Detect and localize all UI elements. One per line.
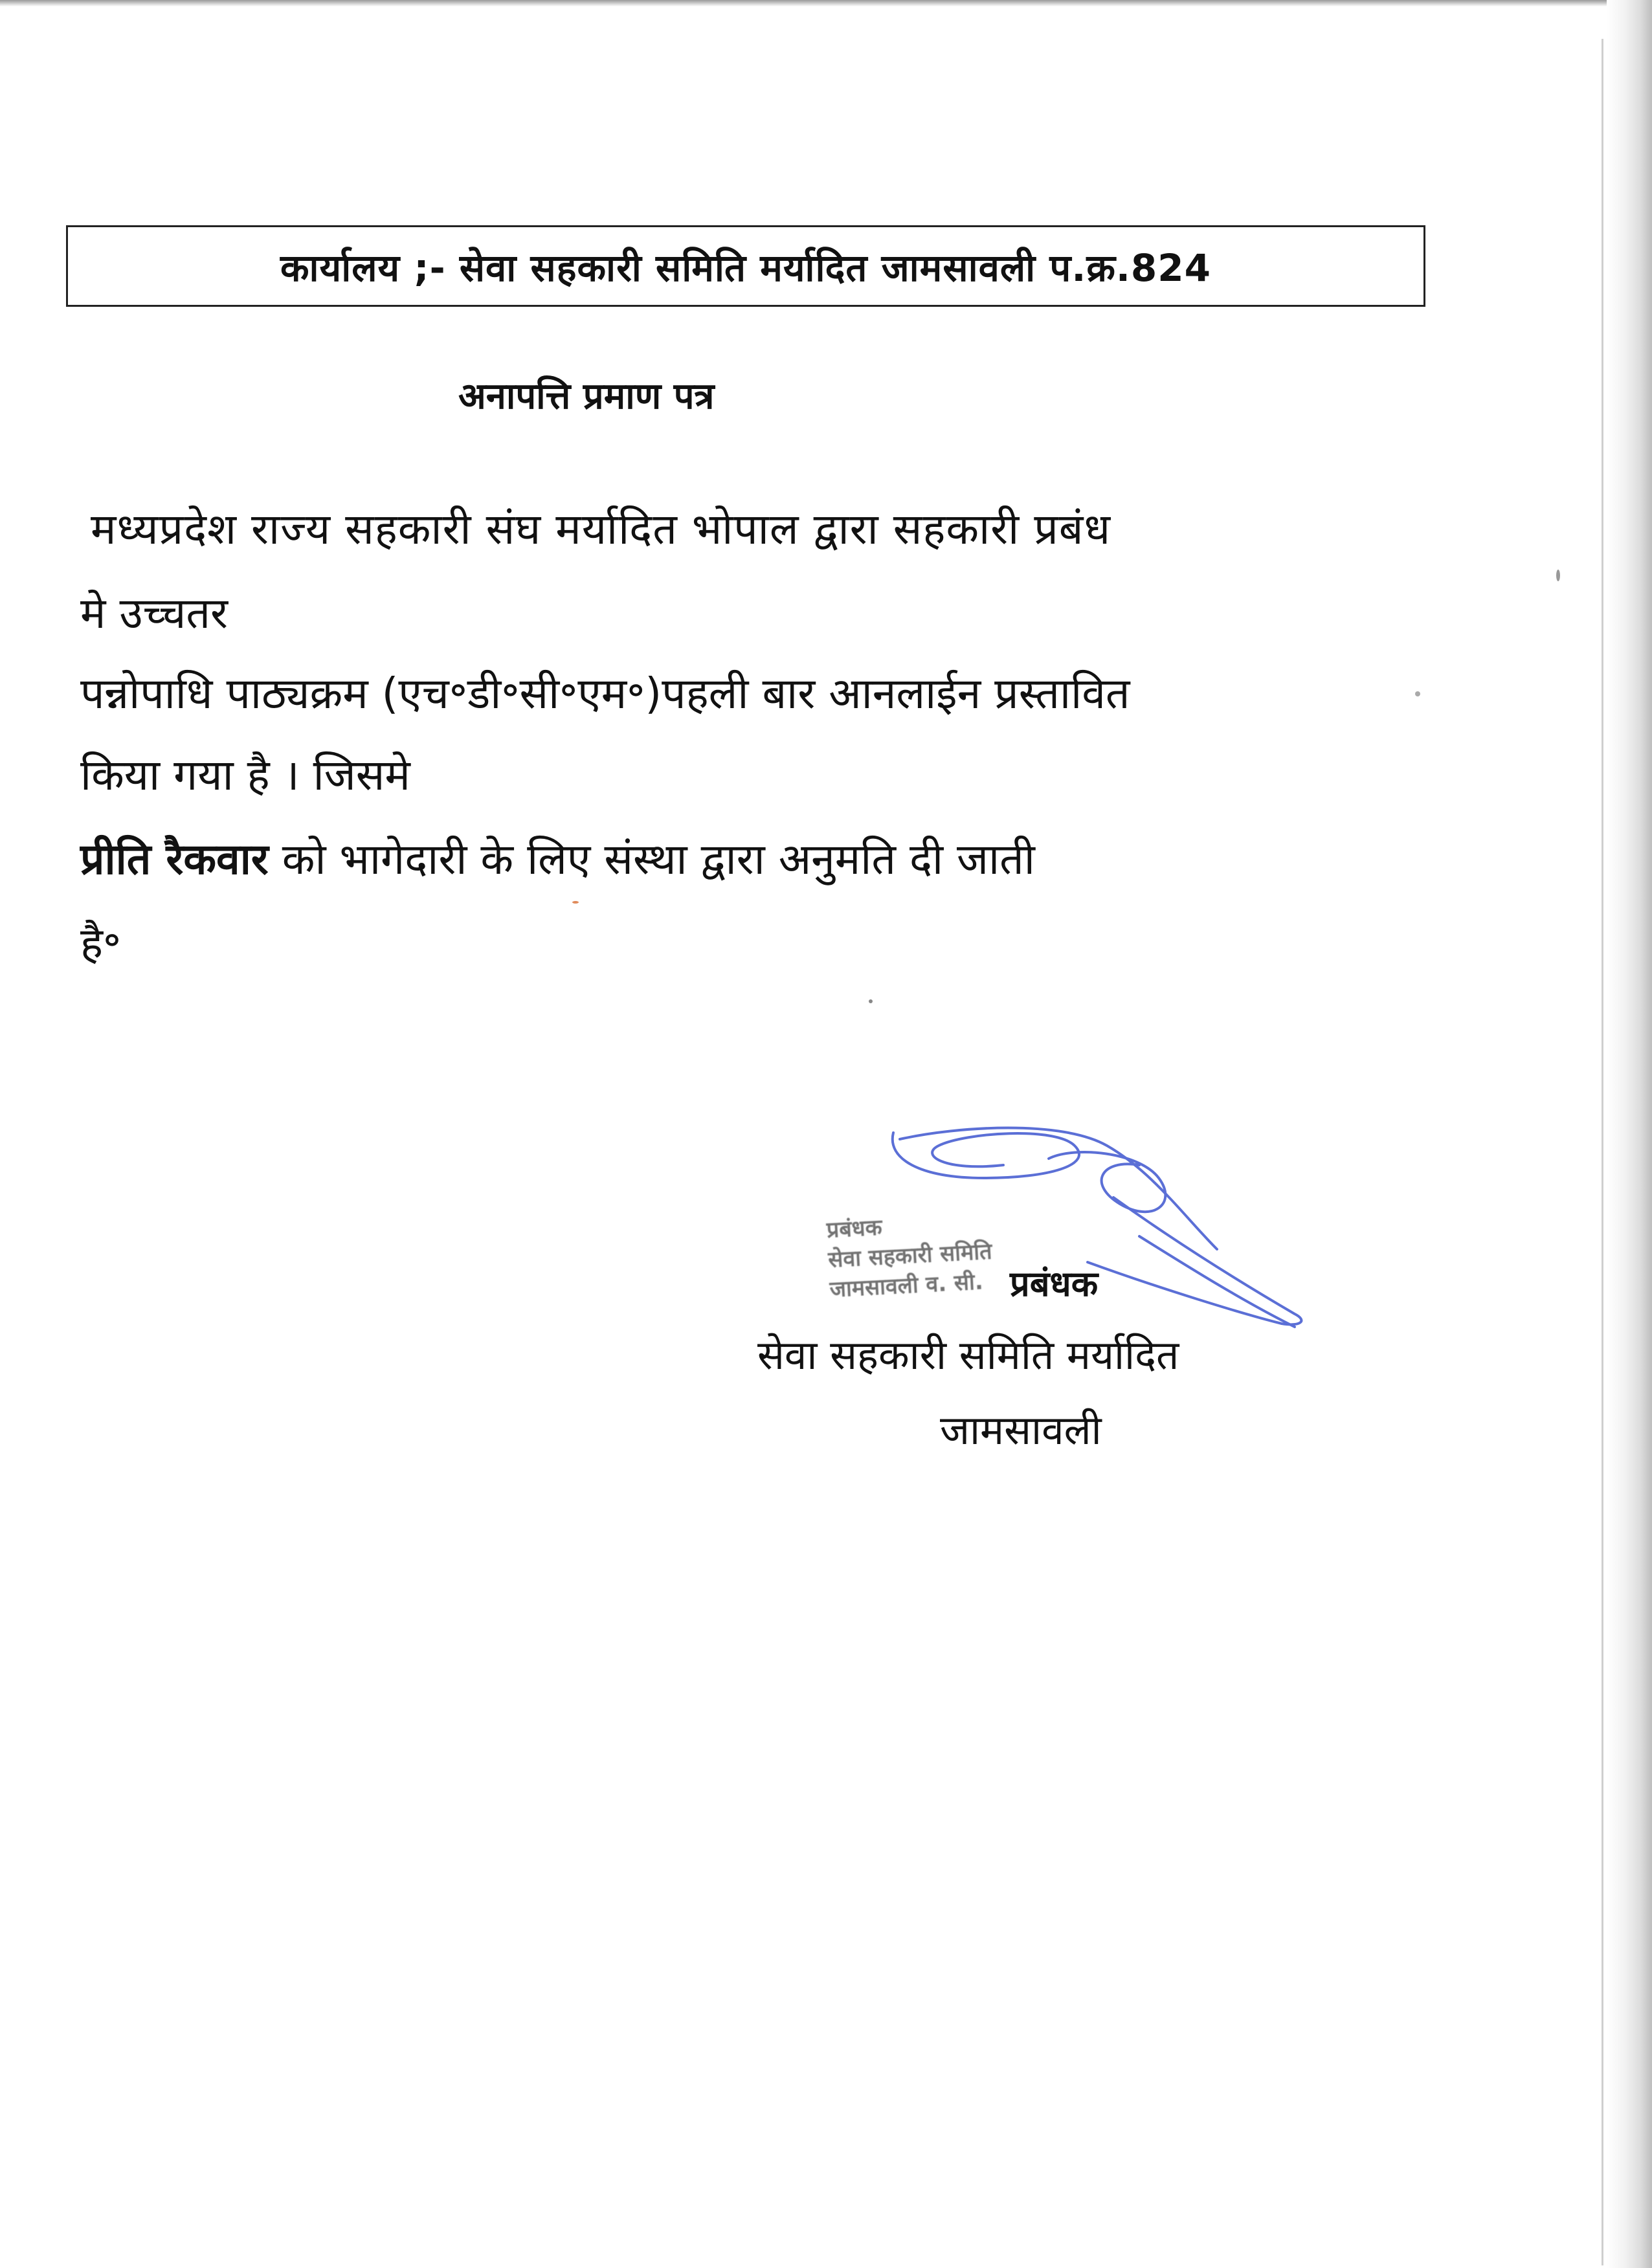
speck — [572, 901, 579, 904]
scan-right-shadow — [1607, 0, 1652, 2268]
stamp-line-1: प्रबंधक — [825, 1214, 883, 1243]
stamp-line-2: सेवा सहकारी समिति — [827, 1238, 993, 1273]
office-header-box — [66, 225, 1425, 307]
signatory-title: प्रबंधक — [1010, 1263, 1099, 1304]
body-line-6: है॰ — [80, 918, 122, 968]
candidate-name: प्रीति रैकवार — [80, 834, 269, 884]
body-line-5-rest: को भागेदारी के लिए संस्था द्वारा अनुमति दी जाती — [268, 834, 1035, 884]
body-line-5 — [80, 828, 1035, 887]
body-line-1: मध्यप्रदेश राज्य सहकारी संघ मर्यादित भोपाल द्वारा सहकारी प्रबंध — [91, 504, 1111, 554]
speck — [1415, 691, 1420, 696]
office-header-text: कार्यालय ;- सेवा सहकारी समिति मर्यादित जामसावली प.क्र.824 — [280, 245, 1211, 290]
body-line-2: मे उच्चतर — [80, 588, 229, 638]
scan-top-edge — [0, 0, 1652, 6]
speck — [1556, 570, 1560, 581]
handwritten-signature — [880, 1120, 1334, 1353]
signatory-place: जामसावली — [940, 1406, 1102, 1454]
certificate-title: अनापत्ति प्रमाण पत्र — [458, 375, 715, 417]
body-line-3: पन्नोपाधि पाठ्यक्रम (एच॰डी॰सी॰एम॰)पहली बार आनलाईन प्रस्तावित — [80, 669, 1130, 718]
body-line-4: किया गया है । जिसमे — [80, 750, 410, 800]
speck — [869, 999, 873, 1003]
signatory-organization: सेवा सहकारी समिति मर्यादित — [757, 1331, 1179, 1379]
stamp-line-3: जामसावली व. सी. — [829, 1269, 984, 1303]
